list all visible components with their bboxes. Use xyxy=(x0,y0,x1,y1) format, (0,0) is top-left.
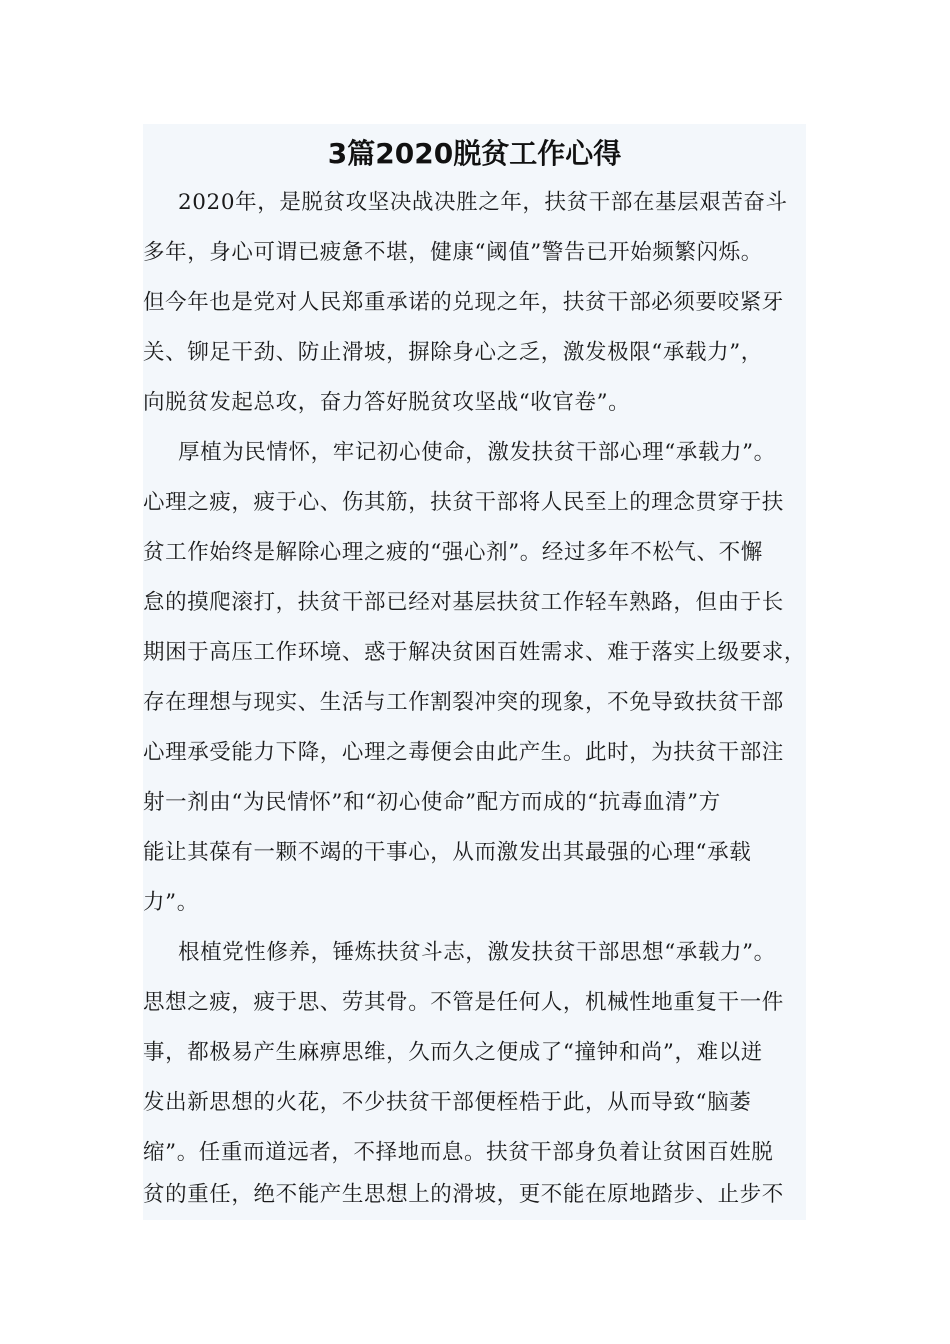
paragraph-line: 射一剂由“为民情怀”和“初心使命”配方而成的“抗毒血清”方 xyxy=(143,790,721,815)
paragraph-line: 心理承受能力下降，心理之毒便会由此产生。此时，为扶贫干部注 xyxy=(143,740,784,765)
paragraph-line: 但今年也是党对人民郑重承诺的兑现之年，扶贫干部必须要咬紧牙 xyxy=(143,290,784,315)
document-title: 3篇2020脱贫工作心得 xyxy=(327,137,622,170)
document-text-block xyxy=(143,124,806,1220)
paragraph-line: 思想之疲，疲于思、劳其骨。不管是任何人，机械性地重复干一件 xyxy=(143,990,784,1015)
paragraph-line: 能让其葆有一颗不竭的干事心，从而激发出其最强的心理“承载 xyxy=(143,840,752,865)
paragraph-line: 期困于高压工作环境、惑于解决贫困百姓需求、难于落实上级要求， xyxy=(143,640,807,665)
paragraph-line: 存在理想与现实、生活与工作割裂冲突的现象，不免导致扶贫干部 xyxy=(143,690,784,715)
paragraph-line: 发出新思想的火花，不少扶贫干部便桎梏于此，从而导致“脑萎 xyxy=(143,1090,752,1115)
paragraph-line: 关、铆足干劲、防止滑坡，摒除身心之乏，激发极限“承载力”， xyxy=(143,340,763,365)
paragraph-line: 心理之疲，疲于心、伤其筋，扶贫干部将人民至上的理念贯穿于扶 xyxy=(143,490,784,515)
paragraph-line: 厚植为民情怀，牢记初心使命，激发扶贫干部心理“承载力”。 xyxy=(178,440,776,465)
paragraph-line: 缩”。任重而道远者，不择地而息。扶贫干部身负着让贫困百姓脱 xyxy=(143,1140,774,1165)
paragraph-line: 贫工作始终是解除心理之疲的“强心剂”。经过多年不松气、不懈 xyxy=(143,540,763,565)
paragraph-line: 根植党性修养，锤炼扶贫斗志，激发扶贫干部思想“承载力”。 xyxy=(178,940,776,965)
paragraph-line: 向脱贫发起总攻，奋力答好脱贫攻坚战“收官卷”。 xyxy=(143,390,631,415)
paragraph-line: 怠的摸爬滚打，扶贫干部已经对基层扶贫工作轻车熟路，但由于长 xyxy=(143,590,784,615)
paragraph-line: 贫的重任，绝不能产生思想上的滑坡，更不能在原地踏步、止步不 xyxy=(143,1182,784,1207)
paragraph-line: 事，都极易产生麻痹思维，久而久之便成了“撞钟和尚”，难以迸 xyxy=(143,1040,763,1065)
paragraph-line: 2020年，是脱贫攻坚决战决胜之年，扶贫干部在基层艰苦奋斗 xyxy=(178,190,788,215)
paragraph-line: 力”。 xyxy=(143,890,199,915)
paragraph-line: 多年，身心可谓已疲惫不堪，健康“阈值”警告已开始频繁闪烁。 xyxy=(143,240,763,265)
